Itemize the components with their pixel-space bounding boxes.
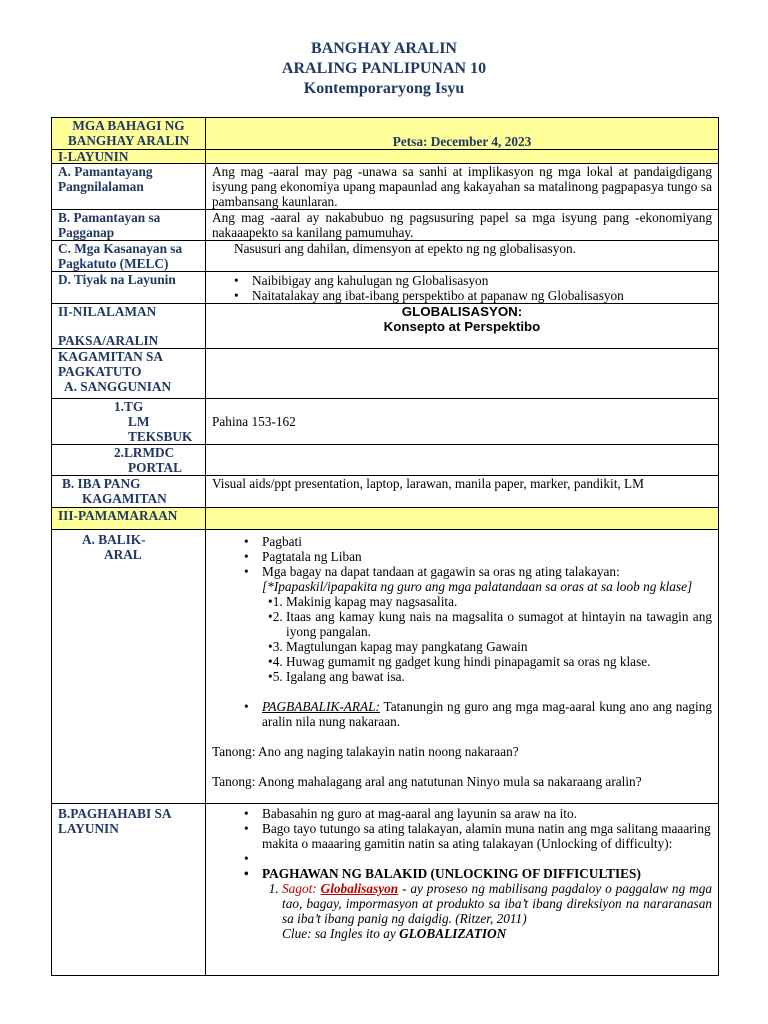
question-1: Tanong: Ano ang naging talakayin natin noong nakaraan? [212,744,519,759]
content-standard-text: Ang mag -aaral may pag -unawa sa sanhi at implikasyon ng mga lokal at pandaigdigang isyung pang ekonomiya upang mapaunlad ang kakayahan sa matalinong pagpapasya tungo sa pambansang kaunlaran. [206,164,719,210]
label-tg-lm [52,399,206,445]
question-2: Tanong: Anong mahalagang aral ang natutunan Ninyo mula sa nakaraang aralin? [212,774,642,789]
materials-text: Visual aids/ppt presentation, laptop, larawan, manila paper, marker, pandikit, LM [206,476,719,508]
label-line: A. BALIK- [82,532,146,547]
label-balik-aral [52,530,206,804]
pages-text: Pahina 153-162 [206,399,719,445]
label-tiyak-na-layunin: D. Tiyak na Layunin [52,272,206,304]
lrmdc-blank [206,445,719,476]
label-line: TEKSBUK [128,429,193,444]
label-pamantayang-pangnilalaman [52,164,206,210]
teacher-note: [*Ipapaskil/ipapakita ng guro ang mga palatandaan sa oras at sa loob ng klase] [262,579,693,594]
column-header [52,118,206,150]
label-line: Pagganap [58,225,115,240]
section-nilalaman [52,304,206,349]
bullet-text: Mga bagay na dapat tandaan at gagawin sa oras ng ating talakayan: [262,564,620,579]
label-line: B.PAGHAHABI SA [58,806,172,821]
section-pamamaraan: III-PAMAMARAAN [52,508,206,530]
label-kagamitan [52,349,206,399]
rule-item: • 3. Magtulungan kapag may pangkatang Gawain [286,639,712,654]
vocab-term: Globalisasyon [320,881,399,896]
review-heading: PAGBABALIK-ARAL: [262,699,380,714]
review-text: Tatanungin ng guro ang mga mag-aaral kung ano ang naging aralin nila nung nakaraan. [262,699,712,729]
column-header-line1: MGA BAHAGI NG [72,118,185,133]
doc-title: BANGHAY ARALIN [311,40,457,57]
label-line: B. IBA PANG [62,476,141,491]
section-pamamaraan-blank [206,508,719,530]
vocab-definition: - ay proseso ng mabilisang pagdaloy o paggalaw ng mga tao, bagay, impormasyon at produkto sa iba’t ibang direksiyon na nararanasan sa iba’t ibang panig ng daigdig. (Ritzer, 2011) [282,881,712,926]
bullet-item: • PAGHAWAN NG BALAKID (UNLOCKING OF DIFFICULTIES) [262,866,712,881]
vocab-list [212,881,712,941]
label-line: LM [128,414,150,429]
bullet-item: • Pagtatala ng Liban [262,549,712,564]
lesson-plan-table [51,117,719,976]
rule-item: • 1. Makinig kapag may nagsasalita. [286,594,712,609]
topic-title: GLOBALISASYON: [401,304,523,319]
label-line: A. Pamantayang [58,164,153,179]
melc-text: Nasusuri ang dahilan, dimensyon at epekto ng ng globalisasyon. [206,241,719,272]
performance-standard-text: Ang mag -aaral ay nakabubuo ng pagsusuring papel sa mga isyung pang -ekonomiyang nakaaapekto sa kanilang pamumuhay. [206,210,719,241]
date-cell: Petsa: December 4, 2023 [206,118,719,150]
rule-item: • 5. Igalang ang bawat isa. [286,669,712,684]
label-lrmdc [52,445,206,476]
label-line: Pagkatuto (MELC) [58,256,169,271]
kagamitan-blank [206,349,719,399]
clue-text: Clue: sa Ingles ito ay [282,926,400,941]
label-line: C. Mga Kasanayan sa [58,241,183,256]
rule-item: • 2. Itaas ang kamay kung nais na magsalita o sumagot at hintayin na tawagin ang iyong pangalan. [286,609,712,639]
objective-item: • Naibibigay ang kahulugan ng Globalisasyon [252,273,712,288]
vocab-item [282,881,712,941]
bullet-item: • Bago tayo tutungo sa ating talakayan, alamin muna natin ang mga salitang maaaring makita o maaaring gamitin natin sa ating talakayan (Unlocking of difficulty): [262,821,712,851]
doc-subject: ARALING PANLIPUNAN 10 [281,60,487,77]
topic-cell [206,304,719,349]
label-line: Pangnilalaman [58,179,144,194]
label-line: LAYUNIN [58,821,119,836]
section-layunin-blank [206,150,719,164]
label-line: 1.TG [114,399,144,414]
label-iba-pang-kagamitan [52,476,206,508]
label-line: B. Pamantayan sa [58,210,161,225]
section-layunin: I-LAYUNIN [52,150,206,164]
label-melc [52,241,206,272]
label-line: KAGAMITAN SA [58,349,164,364]
bullet-item [262,564,712,684]
label-line: ARAL [104,547,142,562]
label-line: II-NILALAMAN [58,304,157,319]
objectives-list-cell [206,272,719,304]
objective-item: • Naitatalakay ang ibat-ibang perspektibo at papanaw ng Globalisasyon [252,288,712,303]
label-line: PAGKATUTO [58,364,142,379]
topic-subtitle: Konsepto at Perspektibo [383,319,541,334]
balik-aral-cell [206,530,719,804]
column-header-line2: BANGHAY ARALIN [67,133,190,148]
label-paghahabi [52,804,206,976]
clue-answer: GLOBALIZATION [399,926,507,941]
bullet-item: • Babasahin ng guro at mag-aaral ang layunin sa araw na ito. [262,806,712,821]
bullet-item [262,699,712,729]
label-line: 2.LRMDC [114,445,175,460]
label-line: A. SANGGUNIAN [64,379,172,394]
label-pamantayan-pagganap [52,210,206,241]
label-line: PAKSA/ARALIN [58,333,159,348]
answer-label: Sagot: [282,881,317,896]
paghahabi-cell [206,804,719,976]
bullet-item-empty [262,851,712,866]
bullet-item: • Pagbati [262,534,712,549]
label-line: PORTAL [128,460,182,475]
vocab-clue [282,926,712,941]
doc-topic: Kontemporaryong Isyu [303,80,465,97]
label-line: KAGAMITAN [82,491,167,506]
class-rules-list [266,594,712,684]
rule-item: • 4. Huwag gumamit ng gadget kung hindi pinapagamit sa oras ng klase. [286,654,712,669]
